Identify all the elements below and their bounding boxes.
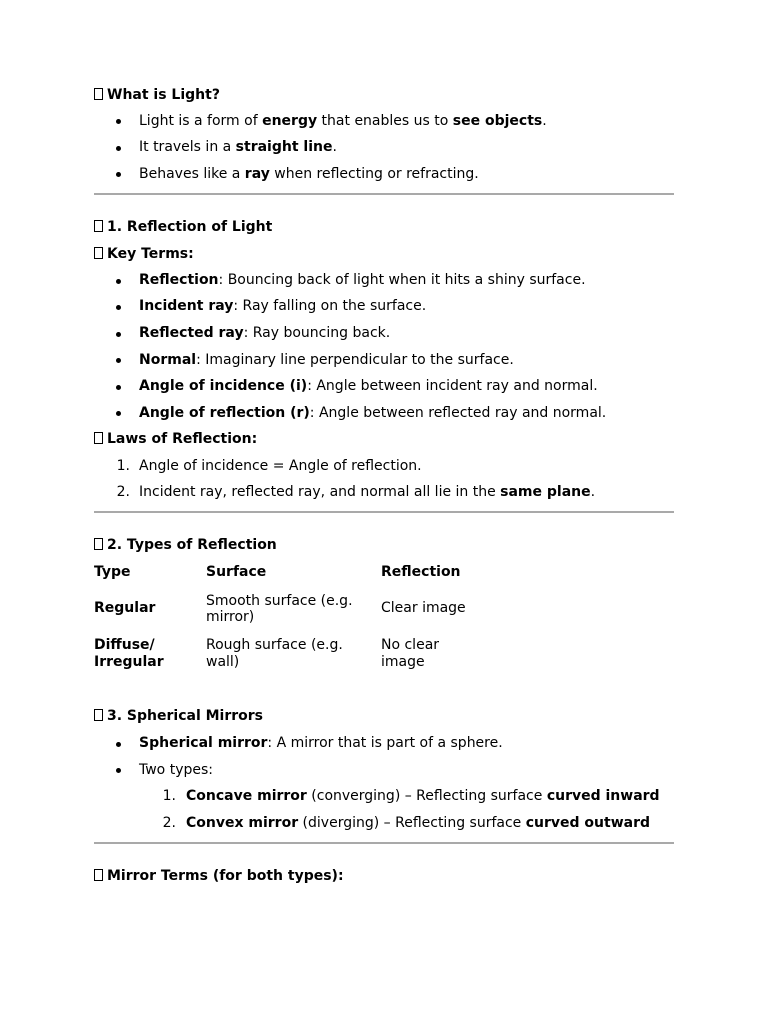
table-header: Reflection (381, 564, 461, 580)
list-item: Reflected ray: Ray bouncing back. (139, 325, 391, 341)
list-item: Spherical mirror: A mirror that is part of a sphere. (139, 735, 503, 751)
table-cell: Rough surface (e.g. (206, 637, 343, 653)
table-cell: Irregular (94, 654, 164, 670)
section-reflection-heading: 1. Reflection of Light (94, 218, 272, 236)
list-item: Reflection: Bouncing back of light when it hits a shiny surface. (139, 272, 586, 288)
list-number: 2. (116, 484, 130, 500)
bullet-icon (116, 305, 121, 310)
table-cell: No clear (381, 637, 440, 653)
section-mirror-terms-heading: Mirror Terms (for both types): (94, 867, 344, 885)
list-item: Behaves like a ray when reflecting or refracting. (139, 166, 479, 182)
list-item: Angle of incidence = Angle of reflection. (139, 458, 422, 474)
section-divider (94, 193, 674, 195)
bullet-icon (116, 172, 121, 177)
list-item: It travels in a straight line. (139, 139, 337, 155)
section-divider (94, 511, 674, 513)
section-divider (94, 842, 674, 844)
table-header: Surface (206, 564, 267, 580)
emoji-placeholder-icon (94, 88, 103, 100)
bullet-icon (116, 332, 121, 337)
table-cell: mirror) (206, 609, 255, 625)
emoji-placeholder-icon (94, 220, 103, 232)
table-cell: Clear image (381, 600, 466, 616)
table-header: Type (94, 564, 131, 580)
list-item: Incident ray: Ray falling on the surface. (139, 298, 427, 314)
list-item: Two types: (139, 762, 213, 778)
table-cell: Diffuse/ (94, 637, 155, 653)
table-cell: Smooth surface (e.g. (206, 593, 353, 609)
bullet-icon (116, 119, 121, 124)
key-terms-heading: Key Terms: (94, 245, 194, 263)
list-number: 2. (162, 815, 176, 831)
list-item: Concave mirror (converging) – Reflecting surface curved inward (186, 788, 660, 804)
emoji-placeholder-icon (94, 247, 103, 259)
bullet-icon (116, 279, 121, 284)
bullet-icon (116, 768, 121, 773)
bullet-icon (116, 358, 121, 363)
table-cell: image (381, 654, 425, 670)
emoji-placeholder-icon (94, 432, 103, 444)
list-number: 1. (116, 458, 130, 474)
table-cell: wall) (206, 654, 240, 670)
bullet-icon (116, 411, 121, 416)
table-cell: Regular (94, 600, 156, 616)
section-spherical-heading: 3. Spherical Mirrors (94, 707, 263, 725)
emoji-placeholder-icon (94, 538, 103, 550)
bullet-icon (116, 742, 121, 747)
section-types-heading: 2. Types of Reflection (94, 536, 277, 554)
list-item: Angle of incidence (i): Angle between incident ray and normal. (139, 378, 598, 394)
list-item: Incident ray, reflected ray, and normal all lie in the same plane. (139, 484, 596, 500)
laws-heading: Laws of Reflection: (94, 430, 257, 448)
list-item: Convex mirror (diverging) – Reflecting surface curved outward (186, 815, 651, 831)
emoji-placeholder-icon (94, 709, 103, 721)
list-number: 1. (162, 788, 176, 804)
bullet-icon (116, 385, 121, 390)
bullet-icon (116, 146, 121, 151)
section-what-is-light-heading: What is Light? (94, 86, 220, 104)
emoji-placeholder-icon (94, 869, 103, 881)
list-item: Angle of reflection (r): Angle between reflected ray and normal. (139, 405, 607, 421)
list-item: Light is a form of energy that enables us to see objects. (139, 113, 547, 129)
list-item: Normal: Imaginary line perpendicular to the surface. (139, 352, 514, 368)
